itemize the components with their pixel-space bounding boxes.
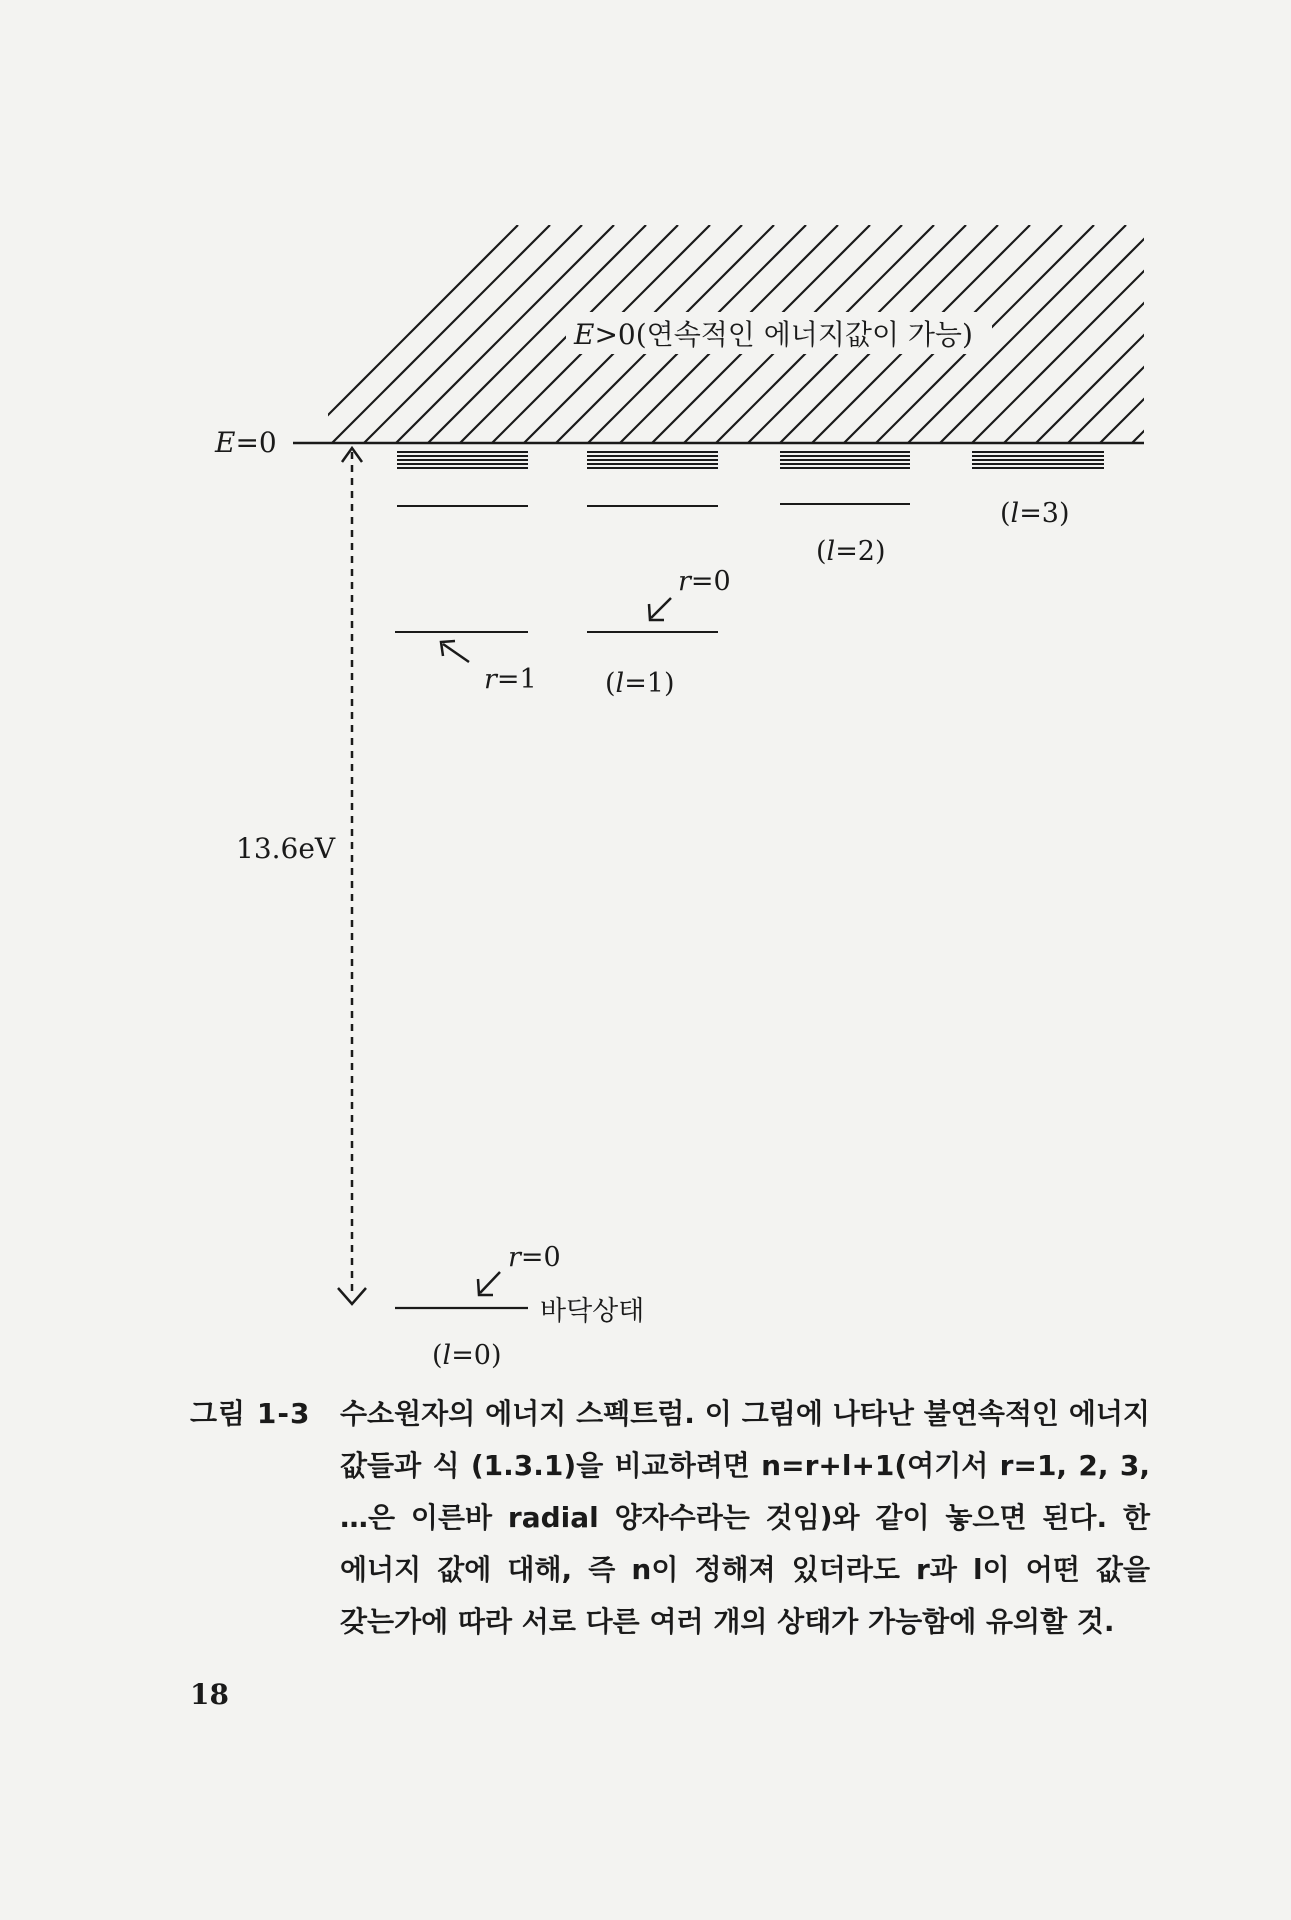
caption-label: 그림 1-3 <box>190 1397 311 1430</box>
l2-label: (l=2) <box>816 536 886 567</box>
zero-energy-label: E=0 <box>215 426 277 459</box>
arrow-r0-l0 <box>478 1272 500 1295</box>
l0-label: (l=0) <box>432 1340 502 1371</box>
hatch-line <box>1068 225 1286 443</box>
hatch-line <box>1228 225 1291 443</box>
level-stack-l2 <box>780 452 910 468</box>
figure-caption <box>190 1388 1150 1648</box>
caption-text: 수소원자의 에너지 스펙트럼. 이 그림에 나타난 불연속적인 에너지 값들과 식 (1.3.1)을 비교하려면 n=r+l+1(여기서 r=1, 2, 3, …은 이른바 radial 양자수라는 것임)와 같이 놓으면 된다. 한 에너지 값에 대해, 즉 n이 정해져 있더라도 r과 l이 어떤 값을 갖는가에 따라 서로 다른 여러 개의 상태가 가능함에 유의할 것. <box>340 1397 1150 1638</box>
level-stack-l1 <box>587 452 718 468</box>
hatch-line <box>332 225 550 443</box>
level-stack-l0 <box>397 452 528 468</box>
hatch-line <box>1260 225 1291 443</box>
l1-label: (l=1) <box>605 668 675 699</box>
hatch-line <box>300 225 518 443</box>
continuum-label: E>0(연속적인 에너지값이 가능) <box>574 318 973 351</box>
l1-r0-label: r=0 <box>678 566 731 597</box>
arrow-r0-l1 <box>649 598 671 620</box>
level-stack-l3 <box>972 452 1104 468</box>
hatch-line <box>1036 225 1254 443</box>
l3-label: (l=3) <box>1000 498 1070 529</box>
hatch-line <box>364 225 582 443</box>
hatch-line <box>1100 225 1291 443</box>
hatch-line <box>1196 225 1291 443</box>
hatch-line <box>1164 225 1291 443</box>
ground-state-label: 바닥상태 <box>540 1296 645 1327</box>
l0-r0-label: r=0 <box>508 1242 561 1273</box>
ionization-label: 13.6eV <box>236 832 336 865</box>
arrow-r1 <box>441 641 469 662</box>
hatch-line <box>972 225 1190 443</box>
hatch-line <box>1132 225 1291 443</box>
r1-label: r=1 <box>484 664 537 695</box>
page-number: 18 <box>190 1678 229 1711</box>
hatch-line <box>1004 225 1222 443</box>
